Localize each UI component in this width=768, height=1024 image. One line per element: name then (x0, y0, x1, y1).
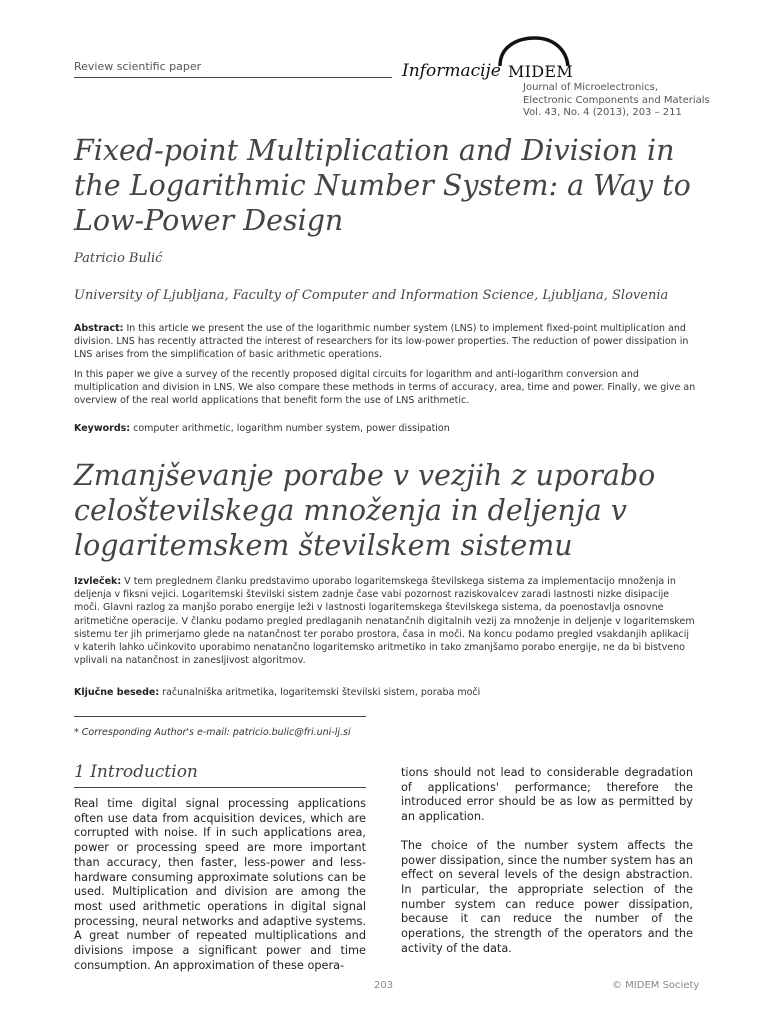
abstract-p1: In this article we present the use of the logarithmic number system (LNS) to implement fixed-point multiplication and division. LNS has recently attracted the interest of researchers for its low-power properties. The reduction of power dissipation in LNS arises from the simplification of basic arithmetic operations. (74, 323, 689, 361)
section-heading-introduction: 1 Introduction (74, 762, 198, 782)
intro-column-right (401, 766, 693, 970)
keywords-slovene (74, 686, 696, 699)
intro-column-left: Real time digital signal processing applications often use data from acquisition devices, which are corrupted with noise. If in such applications area, power or processing speed are more important than accuracy, then faster, less-power and less-hardware consuming approximate solutions can be used. Multiplication and division are among the most used arithmetic operations in digital signal processing, neural networks and adaptive systems. A great number of repeated multiplications and divisions impose a significant power and time consumption. An approximation of these opera- (74, 797, 366, 972)
keywords (74, 422, 696, 435)
paper-title-slovene: Zmanjševanje porabe v vezjih z uporabo celoštevilskega množenja in deljenja v logaritemskem številskem sistemu (74, 459, 656, 562)
abstract (74, 322, 696, 362)
corresponding-author-footnote: * Corresponding Author's e-mail: patricio.bulic@fri.uni-lj.si (74, 727, 351, 738)
footnote-divider (74, 716, 366, 717)
journal-line: Journal of Microelectronics, (523, 82, 659, 93)
abstract-slovene-label: Izvleček: (74, 576, 122, 587)
abstract-slovene (74, 575, 696, 667)
abstract-p2: In this paper we give a survey of the recently proposed digital circuits for logarithm and anti-logarithm conversion and multiplication and division in LNS. We also compare these methods in terms of accuracy, area, time and power. Finally, we give an overview of the real world applications that benefit form the use of LNS arithmetic. (74, 369, 696, 407)
intro-paragraph: The choice of the number system affects the power dissipation, since the number system has an effect on several levels of the design abstraction. In particular, the appropriate selection of the number system can reduce power dissipation, because it can reduce the number of the operations, the strength of the operators and the activity of the data. (401, 838, 693, 955)
journal-logo-informacije: Informacije (402, 61, 501, 81)
journal-logo-midem: MIDEM (508, 62, 574, 81)
section-heading-rule (74, 787, 366, 788)
paper-title: Fixed-point Multiplication and Division in the Logarithmic Number System: a Way to Low-Power Design (74, 134, 691, 237)
journal-line: Vol. 43, No. 4 (2013), 203 – 211 (523, 107, 682, 118)
intro-paragraph: tions should not lead to considerable degradation of applications' performance; therefore the introduced error should be as low as permitted by an application. (401, 766, 693, 824)
copyright-society: © MIDEM Society (612, 980, 700, 991)
keywords-text: computer arithmetic, logarithm number system, power dissipation (130, 423, 450, 434)
keywords-slovene-text: računalniška aritmetika, logaritemski številski sistem, poraba moči (159, 687, 481, 698)
keywords-label: Keywords: (74, 423, 131, 434)
journal-info (523, 82, 710, 120)
author-affiliation: University of Ljubljana, Faculty of Computer and Information Science, Ljubljana, Slovenia (74, 288, 669, 303)
abstract-slovene-text: V tem preglednem članku predstavimo uporabo logaritemskega številskega sistema za implementacijo množenja in deljenja v fiksni vejici. Logaritemski številski sistem zadnje čase vabi pozornost raziskovalcev zaradi lastnosti nizke disipacije moči. Glavni razlog za manjšo porabo energije leži v lastnosti logaritemskega številskega sistema, da poenostavlja osnovne aritmetične operacije. V članku podamo pregled predlaganih nenatančnih digitalnih vezij za množenje in deljenje v logaritemskem sistemu ter jih primerjamo glede na natančnost ter porabo prostora, časa in moči. Na koncu podamo pregled vsakdanjih aplikacij v katerih lahko učinkovito uporabimo nenatančno logaritemsko aritmetiko in tako zmanjšamo porabo energije, ne da bi bistveno vplivali na natančnost in zanesljivost algoritmov. (74, 576, 695, 667)
abstract-label: Abstract: (74, 323, 124, 334)
page-number: 203 (374, 980, 394, 991)
paper-type-label: Review scientific paper (74, 60, 202, 73)
author-name: Patricio Bulić (74, 251, 163, 266)
header-divider (74, 77, 392, 78)
keywords-slovene-label: Ključne besede: (74, 687, 160, 698)
journal-line: Electronic Components and Materials (523, 94, 710, 106)
